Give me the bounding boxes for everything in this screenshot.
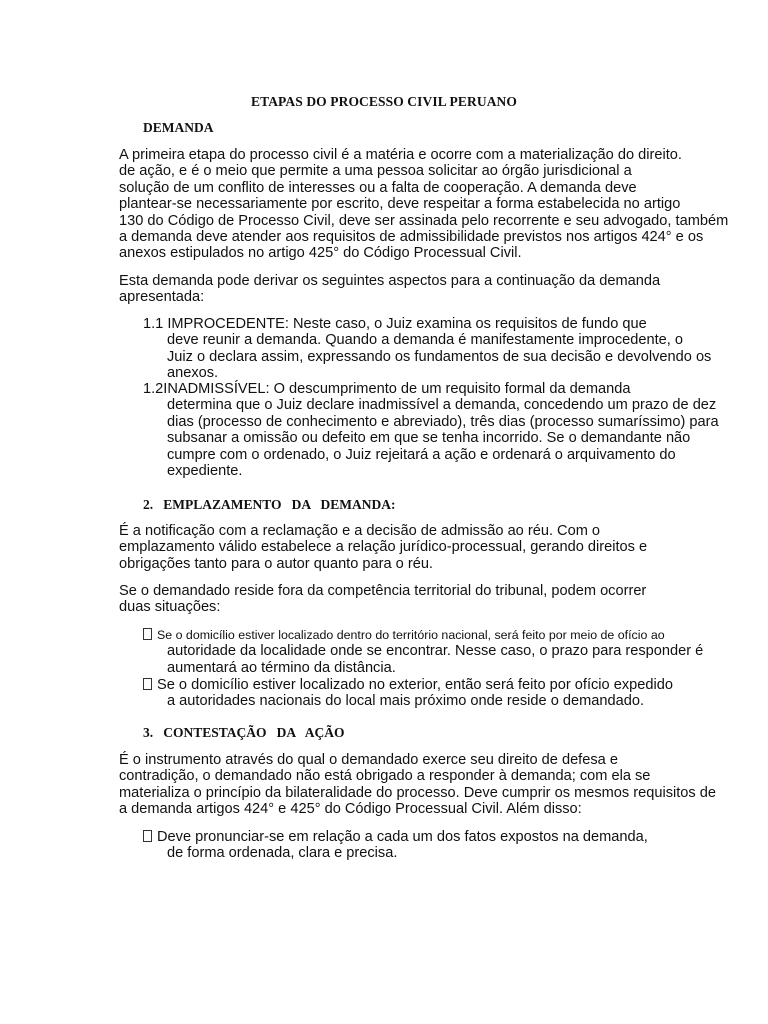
paragraph-emplazamento-intro [119, 523, 719, 572]
text-line: obrigações tanto para o autor quanto para o réu. [119, 555, 433, 572]
text-line: deve reunir a demanda. Quando a demanda é manifestamente improcedente, o [167, 332, 683, 349]
text-line: expediente. [167, 463, 243, 480]
text-line: contradição, o demandado não está obrigado a responder à demanda; com ela se [119, 768, 651, 785]
text-line: Se o domicílio estiver localizado dentro do território nacional, será feito por meio de ofício ao [157, 628, 665, 642]
text-line: subsanar a omissão ou defeito em que se tenha incorrido. Se o demandante não [167, 430, 691, 447]
section-heading-demanda: DEMANDA [143, 120, 214, 135]
document-title: ETAPAS DO PROCESSO CIVIL PERUANO [251, 94, 517, 109]
text-line: cumpre com o ordenado, o Juiz rejeitará a ação e ordenará o arquivamento do [167, 446, 676, 463]
text-line: 1.2INADMISSÍVEL: O descumprimento de um requisito formal da demanda [143, 381, 631, 397]
bullet-box-icon [143, 678, 152, 690]
section-heading-emplazamento: 2. EMPLAZAMENTO DA DEMANDA: [143, 497, 396, 512]
text-line: duas situações: [119, 599, 221, 616]
text-line: aumentará ao término da distância. [167, 659, 396, 676]
text-line: a autoridades nacionais do local mais próximo onde reside o demandado. [167, 693, 645, 710]
text-line: Deve pronunciar-se em relação a cada um dos fatos expostos na demanda, [157, 829, 648, 845]
text-line: apresentada: [119, 289, 205, 306]
text-line: dias (processo de conhecimento e abreviado), três dias (processo sumaríssimo) para [167, 413, 719, 430]
text-line: Esta demanda pode derivar os seguintes aspectos para a continuação da demanda [119, 273, 661, 289]
bullet-item-domicilio-exterior [143, 677, 743, 710]
text-line: a demanda deve atender aos requisitos de admissibilidade previstos nos artigos 424° e os [119, 229, 704, 246]
bullet-item-pronunciar [143, 829, 743, 862]
section-heading-contestacao: 3. CONTESTAÇÃO DA AÇÃO [143, 725, 345, 740]
text-line: emplazamento válido estabelece a relação jurídico-processual, gerando direitos e [119, 539, 648, 556]
text-line: Se o domicílio estiver localizado no exterior, então será feito por ofício expedido [157, 677, 673, 693]
text-line: A primeira etapa do processo civil é a matéria e ocorre com a materialização do direito. [119, 147, 682, 163]
text-line: Se o demandado reside fora da competência territorial do tribunal, podem ocorrer [119, 583, 647, 599]
text-line: anexos estipulados no artigo 425° do Código Processual Civil. [119, 245, 522, 262]
text-line: de ação, e é o meio que permite a uma pessoa solicitar ao órgão jurisdicional a [119, 163, 632, 180]
text-line: autoridade da localidade onde se encontrar. Nesse caso, o prazo para responder é [167, 643, 704, 660]
text-line: materializa o princípio da bilateralidade do processo. Deve cumprir os mesmos requisitos de [119, 784, 717, 801]
text-line: É o instrumento através do qual o demandado exerce seu direito de defesa e [119, 752, 618, 768]
list-item-inadmissivel [143, 381, 743, 479]
text-line: 1.1 IMPROCEDENTE: Neste caso, o Juiz examina os requisitos de fundo que [143, 316, 647, 332]
text-line: anexos. [167, 365, 219, 382]
text-line: É a notificação com a reclamação e a decisão de admissão ao réu. Com o [119, 523, 601, 539]
paragraph-emplazamento-situations [119, 583, 719, 616]
paragraph-demanda-aspects [119, 273, 719, 306]
paragraph-demanda-intro [119, 147, 729, 262]
text-line: Juiz o declara assim, expressando os fundamentos de sua decisão e devolvendo os [167, 348, 712, 365]
paragraph-contestacao [119, 752, 719, 818]
text-line: determina que o Juiz declare inadmissível a demanda, concedendo um prazo de dez [167, 397, 717, 414]
bullet-item-domicilio-nacional [143, 627, 743, 676]
text-line: solução de um conflito de interesses ou a falta de cooperação. A demanda deve [119, 179, 637, 196]
text-line: a demanda artigos 424° e 425° do Código Processual Civil. Além disso: [119, 801, 582, 818]
text-line: plantear-se necessariamente por escrito, deve respeitar a forma estabelecida no artigo [119, 196, 681, 213]
bullet-box-icon [143, 830, 152, 842]
text-line: de forma ordenada, clara e precisa. [167, 845, 398, 862]
bullet-box-icon [143, 628, 152, 640]
text-line: 130 do Código de Processo Civil, deve ser assinada pelo recorrente e seu advogado, também [119, 212, 729, 229]
list-item-improcedente [143, 316, 743, 382]
